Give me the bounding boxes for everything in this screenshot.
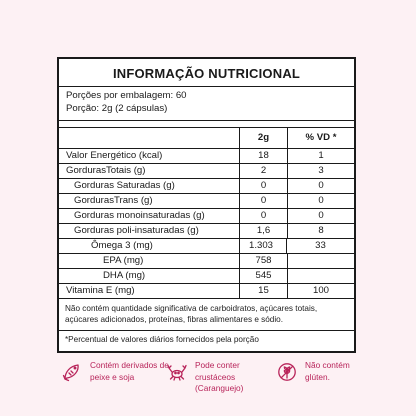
row-vd: 0 xyxy=(318,195,324,206)
row-vd: 33 xyxy=(315,240,326,251)
table-header xyxy=(59,127,354,149)
row-vd: 0 xyxy=(318,180,324,191)
header-amount: 2g xyxy=(240,128,288,148)
nutrition-facts-label xyxy=(57,57,356,353)
row-vd: 3 xyxy=(318,165,324,176)
no-gluten-icon xyxy=(277,362,297,382)
table-row xyxy=(59,269,354,284)
row-vd: 100 xyxy=(312,285,329,296)
label-title: INFORMAÇÃO NUTRICIONAL xyxy=(59,59,354,87)
allergen-fish xyxy=(62,360,170,383)
row-amount: 0 xyxy=(240,194,288,208)
table-row xyxy=(59,254,354,269)
row-vd: 1 xyxy=(318,150,324,161)
header-vd: % VD * xyxy=(305,132,337,143)
row-amount: 545 xyxy=(240,269,288,283)
table-row xyxy=(59,164,354,179)
fish-icon xyxy=(62,362,82,382)
portion-size: Porção: 2g (2 cápsulas) xyxy=(66,103,168,114)
allergen-gluten xyxy=(277,360,365,383)
crab-icon xyxy=(167,362,187,382)
row-name: Vitamina E (mg) xyxy=(59,284,240,298)
table-row xyxy=(59,224,354,239)
row-name: EPA (mg) xyxy=(59,254,240,268)
allergen-text: Pode conter crustáceos (Caranguejo) xyxy=(195,360,244,393)
allergen-text: Contém derivados de peixe e soja xyxy=(90,360,169,382)
row-name: DHA (mg) xyxy=(59,269,240,283)
row-amount: 758 xyxy=(240,254,288,268)
header-name-cell xyxy=(59,128,240,148)
footnote: Não contém quantidade significativa de carboidratos, açúcares totais, açúcares adicionados, proteínas, fibras alimentares e sódio. xyxy=(59,299,354,331)
row-amount: 1,6 xyxy=(240,224,288,238)
row-amount: 2 xyxy=(240,164,288,178)
row-name: GordurasTrans (g) xyxy=(59,194,240,208)
row-amount: 1.303 xyxy=(240,239,287,253)
allergen-text: Não contém glúten. xyxy=(305,360,350,382)
row-amount: 0 xyxy=(240,209,288,223)
portions-per-package: Porções por embalagem: 60 xyxy=(66,90,187,101)
table-row xyxy=(59,179,354,194)
table-row xyxy=(59,239,354,254)
row-name: Gorduras poli-insaturadas (g) xyxy=(59,224,240,238)
row-name: Gorduras monoinsaturadas (g) xyxy=(59,209,240,223)
table-row xyxy=(59,284,354,299)
row-vd xyxy=(288,254,354,268)
row-name: Gorduras Saturadas (g) xyxy=(59,179,240,193)
row-amount: 18 xyxy=(240,149,288,163)
table-row xyxy=(59,194,354,209)
table-row xyxy=(59,209,354,224)
row-amount: 15 xyxy=(240,284,288,298)
row-vd: 8 xyxy=(318,225,324,236)
allergen-crustacean xyxy=(167,360,275,395)
row-name: Valor Energético (kcal) xyxy=(59,149,240,163)
row-amount: 0 xyxy=(240,179,288,193)
row-name: Ômega 3 (mg) xyxy=(59,239,240,253)
percent-note: *Percentual de valores diários fornecidos pela porção xyxy=(65,335,259,344)
row-vd: 0 xyxy=(318,210,324,221)
row-name: GordurasTotais (g) xyxy=(59,164,240,178)
allergen-info xyxy=(0,360,416,410)
row-vd xyxy=(288,269,354,283)
table-row xyxy=(59,149,354,164)
